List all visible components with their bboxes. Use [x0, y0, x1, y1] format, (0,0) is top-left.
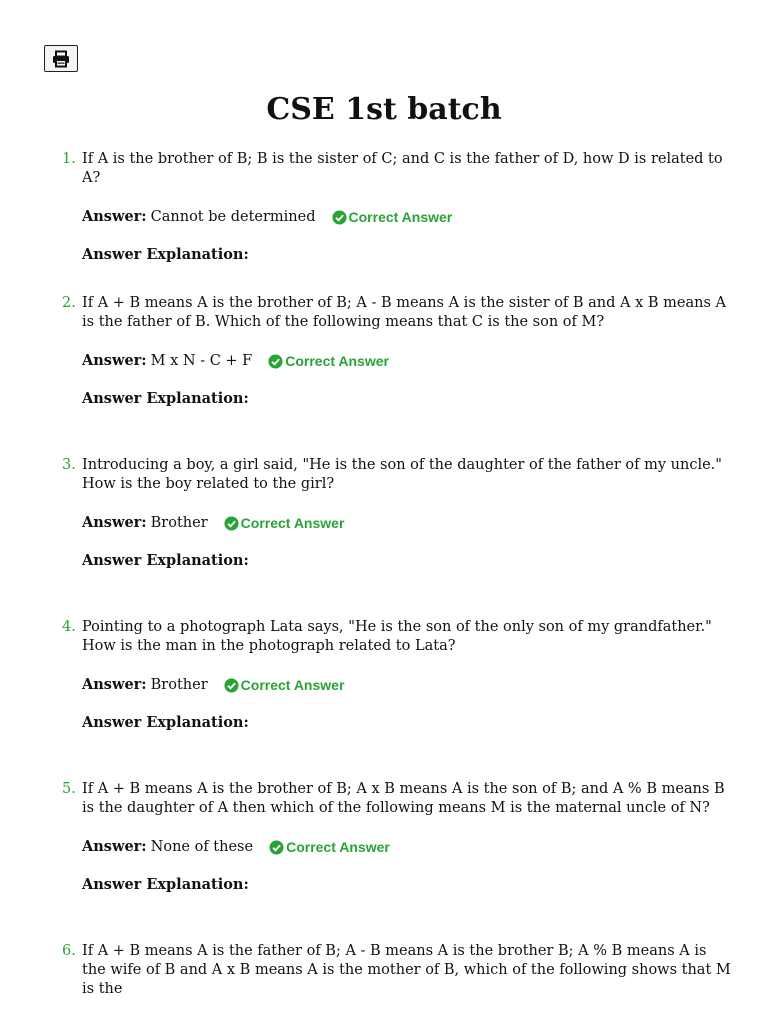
answer-row: [82, 351, 732, 371]
correct-answer-label: Correct Answer: [285, 353, 389, 369]
answer-row: [82, 675, 732, 695]
answer-label: Answer:: [82, 208, 147, 225]
answer-value: None of these: [150, 839, 254, 855]
answer-label: Answer:: [82, 352, 147, 369]
correct-answer-badge: [224, 513, 345, 533]
question-text: Pointing to a photograph Lata says, "He is the son of the only son of my grandfather." How is the man in the photograph related to Lata?: [82, 619, 712, 654]
check-circle-icon: [332, 210, 347, 225]
answer-explanation-label: Answer Explanation:: [82, 714, 249, 731]
question-text: Introducing a boy, a girl said, "He is the son of the daughter of the father of my uncle." How is the boy related to the girl?: [82, 457, 722, 492]
answer-explanation-label: Answer Explanation:: [82, 876, 249, 893]
question-item: [62, 780, 732, 895]
correct-answer-badge: [224, 675, 345, 695]
answer-label: Answer:: [82, 514, 147, 531]
question-number: 1.: [62, 151, 76, 167]
answer-explanation-label: Answer Explanation:: [82, 246, 249, 263]
question-item: [62, 618, 732, 733]
answer-explanation-label: Answer Explanation:: [82, 552, 249, 569]
question-text: If A + B means A is the father of B; A - B means A is the brother B; A % B means A is the wife of B and A x B means A is the mother of B, which of the following shows that M is the: [82, 943, 731, 997]
correct-answer-label: Correct Answer: [348, 209, 453, 225]
answer-value: M x N - C + F: [150, 353, 253, 369]
question-text: If A + B means A is the brother of B; A - B means A is the sister of B and A x B means A is the father of B. Which of the following means that C is the son of M?: [82, 295, 727, 330]
check-circle-icon: [224, 678, 239, 693]
correct-answer-label: Correct Answer: [286, 839, 390, 855]
question-number: 3.: [62, 457, 76, 473]
question-item: [62, 456, 732, 571]
question-text: If A is the brother of B; B is the sister of C; and C is the father of D, how D is related to A?: [82, 151, 723, 186]
correct-answer-label: Correct Answer: [240, 515, 345, 531]
question-number: 4.: [62, 619, 76, 635]
answer-row: [82, 207, 732, 227]
answer-label: Answer:: [82, 676, 147, 693]
correct-answer-badge: [269, 837, 390, 857]
page-title: CSE 1st batch: [266, 92, 502, 127]
question-text: If A + B means A is the brother of B; A x B means A is the son of B; and A % B means B is the daughter of A then which of the following means M is the maternal uncle of N?: [82, 781, 725, 816]
answer-value: Cannot be determined: [150, 209, 316, 225]
question-number: 2.: [62, 295, 76, 311]
check-circle-icon: [269, 840, 284, 855]
check-circle-icon: [268, 354, 283, 369]
question-item: [62, 942, 732, 999]
check-circle-icon: [224, 516, 239, 531]
answer-label: Answer:: [82, 838, 147, 855]
correct-answer-label: Correct Answer: [240, 677, 345, 693]
answer-value: Brother: [150, 515, 208, 531]
answer-row: [82, 513, 732, 533]
question-item: [62, 150, 732, 265]
answer-value: Brother: [150, 677, 208, 693]
answer-row: [82, 837, 732, 857]
question-number: 5.: [62, 781, 76, 797]
question-item: [62, 294, 732, 409]
correct-answer-badge: [268, 351, 389, 371]
correct-answer-badge: [332, 207, 453, 227]
question-number: 6.: [62, 943, 76, 959]
answer-explanation-label: Answer Explanation:: [82, 390, 249, 407]
